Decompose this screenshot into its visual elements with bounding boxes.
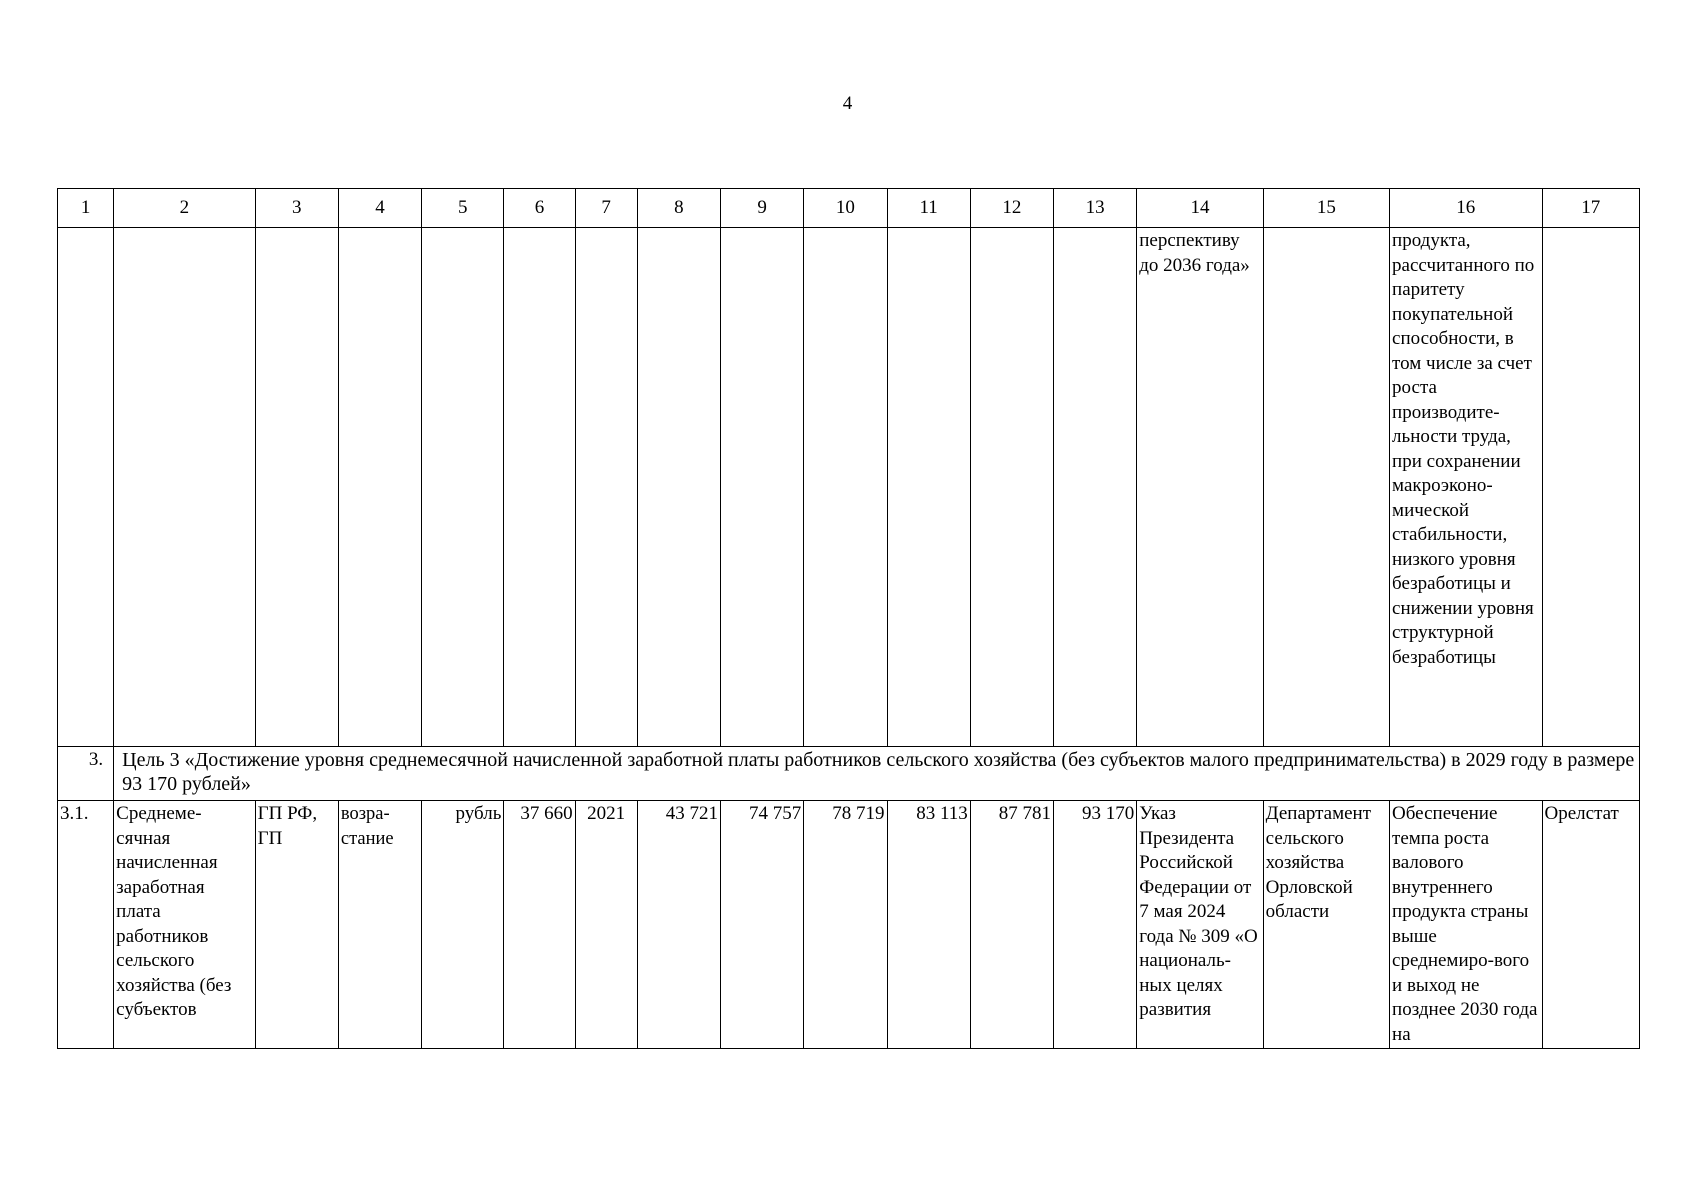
document-continuation: перспективу до 2036 года» <box>1137 228 1263 747</box>
table-cell <box>255 228 338 747</box>
value-2028: 87 781 <box>970 801 1053 1049</box>
header-cell: 13 <box>1054 189 1137 228</box>
table-cell <box>970 228 1053 747</box>
goal-row <box>58 747 1640 801</box>
header-cell: 15 <box>1263 189 1389 228</box>
table-cell <box>504 228 575 747</box>
base-value: 37 660 <box>504 801 575 1049</box>
table-cell <box>114 228 255 747</box>
indicator-document: Указ Президента Российской Федерации от 7 мая 2024 года № 309 «О националь-ных целях развития <box>1137 801 1263 1049</box>
table-cell <box>422 228 504 747</box>
header-cell: 5 <box>422 189 504 228</box>
header-cell: 2 <box>114 189 255 228</box>
header-cell: 6 <box>504 189 575 228</box>
continuation-row <box>58 228 1640 747</box>
header-row <box>58 189 1640 228</box>
indicator-number: 3.1. <box>58 801 114 1049</box>
header-cell: 14 <box>1137 189 1263 228</box>
header-cell: 8 <box>637 189 720 228</box>
header-cell: 1 <box>58 189 114 228</box>
header-cell: 9 <box>721 189 804 228</box>
table-cell <box>58 228 114 747</box>
table-cell <box>1054 228 1137 747</box>
table-cell <box>1263 228 1389 747</box>
table-cell <box>637 228 720 747</box>
indicator-row <box>58 801 1640 1049</box>
indicator-source: Орелстат <box>1542 801 1639 1049</box>
indicator-unit: рубль <box>422 801 504 1049</box>
header-cell: 17 <box>1542 189 1639 228</box>
indicator-level: ГП РФ, ГП <box>255 801 338 1049</box>
page-number: 4 <box>842 93 853 114</box>
value-2026: 78 719 <box>804 801 887 1049</box>
indicator-name: Среднеме-сячная начисленная заработная плата работников сельского хозяйства (без субъектов <box>114 801 255 1049</box>
value-2024: 43 721 <box>637 801 720 1049</box>
indicator-responsible: Департамент сельского хозяйства Орловской области <box>1263 801 1389 1049</box>
goal-link-continuation: продукта, рассчитанного по паритету покупательной способности, в том числе за счет роста производите-льности труда, при сохранении макроэконо-мической стабильности, низкого уровня безработицы и снижении уровня структурной безработицы <box>1390 228 1542 747</box>
table-cell <box>338 228 421 747</box>
table-cell <box>1542 228 1639 747</box>
value-2029: 93 170 <box>1054 801 1137 1049</box>
header-cell: 12 <box>970 189 1053 228</box>
header-cell: 7 <box>575 189 637 228</box>
value-2027: 83 113 <box>887 801 970 1049</box>
value-2025: 74 757 <box>721 801 804 1049</box>
header-cell: 3 <box>255 189 338 228</box>
base-year: 2021 <box>575 801 637 1049</box>
table-cell <box>804 228 887 747</box>
table-cell <box>887 228 970 747</box>
header-cell: 4 <box>338 189 421 228</box>
header-cell: 16 <box>1390 189 1542 228</box>
indicator-goal-link: Обеспечение темпа роста валового внутреннего продукта страны выше среднемиро-вого и выход не позднее 2030 года на <box>1390 801 1542 1049</box>
goal-title: Цель 3 «Достижение уровня среднемесячной начисленной заработной платы работников сельского хозяйства (без субъектов малого предпринимательства) в 2029 году в размере 93 170 рублей» <box>114 747 1640 801</box>
table-cell <box>575 228 637 747</box>
goal-number: 3. <box>58 747 114 801</box>
indicator-trend: возра-стание <box>338 801 421 1049</box>
table-cell <box>721 228 804 747</box>
indicators-table <box>57 188 1640 1049</box>
header-cell: 11 <box>887 189 970 228</box>
header-cell: 10 <box>804 189 887 228</box>
